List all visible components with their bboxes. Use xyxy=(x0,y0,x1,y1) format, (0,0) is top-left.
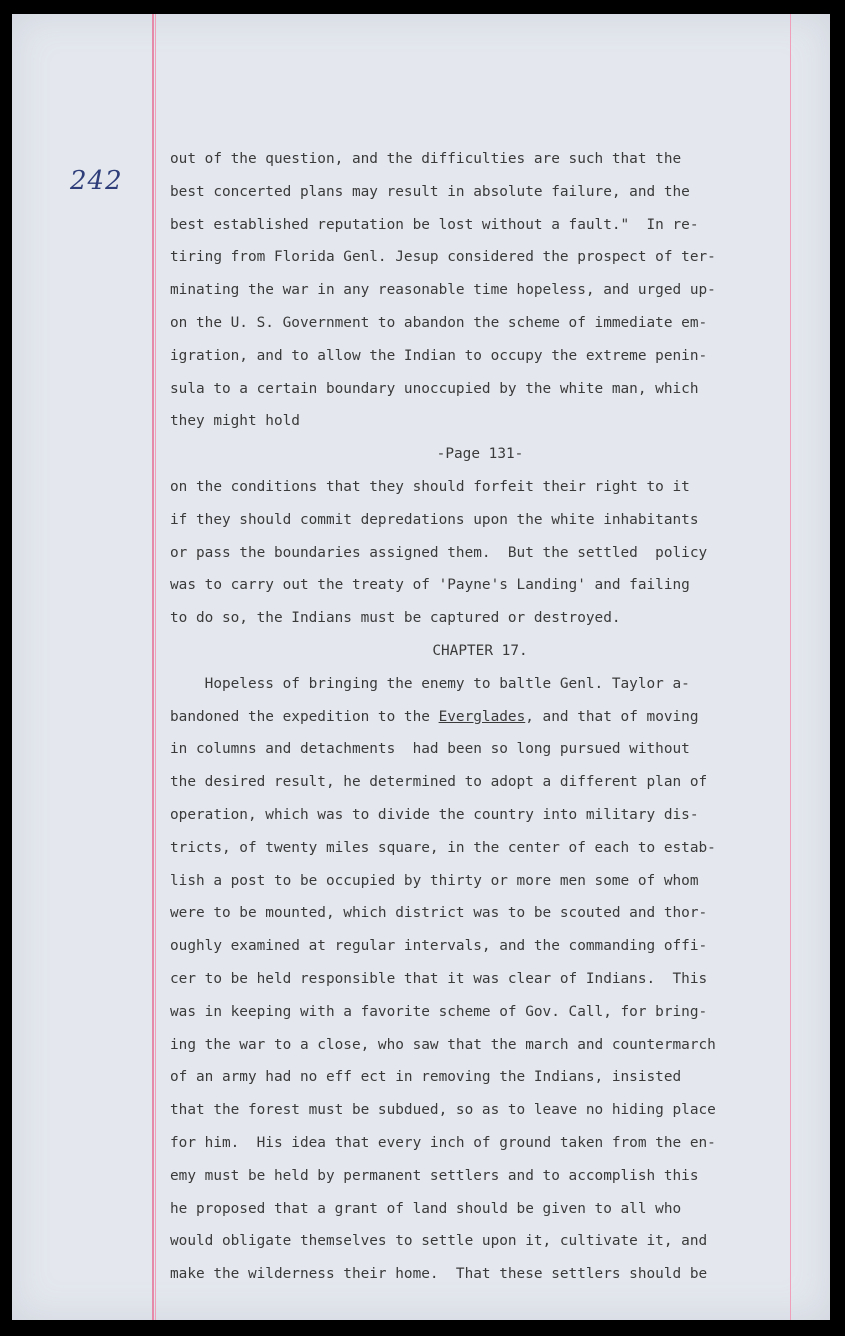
text-line: that the forest must be subdued, so as to leave no hiding place xyxy=(170,1102,716,1119)
page-marker: -Page 131- xyxy=(436,446,524,463)
handwritten-page-number: 242 xyxy=(70,166,123,196)
underlined-word: Everglades xyxy=(438,708,526,725)
text-line: in columns and detachments had been so long pursued without xyxy=(170,741,690,758)
text-line: on the conditions that they should forfeit their right to it xyxy=(170,478,690,495)
chapter-heading: CHAPTER 17. xyxy=(432,642,528,659)
text-line: out of the question, and the difficulties are such that the xyxy=(170,151,682,167)
typed-text-body xyxy=(170,143,810,1291)
text-line: would obligate themselves to settle upon it, cultivate it, and xyxy=(170,1233,708,1250)
text-line: was to carry out the treaty of 'Payne's Landing' and failing xyxy=(170,577,690,594)
left-margin-rule-secondary xyxy=(155,14,156,1320)
text-line: best established reputation be lost without a fault." In re- xyxy=(170,216,699,233)
left-margin-rule xyxy=(152,14,154,1320)
text-line: was in keeping with a favorite scheme of Gov. Call, for bring- xyxy=(170,1003,708,1020)
text-segment: , and that of moving xyxy=(525,708,699,725)
text-line: were to be mounted, which district was to be scouted and thor- xyxy=(170,905,708,922)
text-line: tiring from Florida Genl. Jesup considered the prospect of ter- xyxy=(170,249,716,266)
text-line: igration, and to allow the Indian to occupy the extreme penin- xyxy=(170,347,708,364)
text-line: to do so, the Indians must be captured or destroyed. xyxy=(170,610,621,627)
text-line: Hopeless of bringing the enemy to baltle Genl. Taylor a- xyxy=(170,675,690,692)
text-line: if they should commit depredations upon the white inhabitants xyxy=(170,511,699,528)
text-line: operation, which was to divide the country into military dis- xyxy=(170,806,699,823)
text-line: make the wilderness their home. That these settlers should be xyxy=(170,1266,708,1283)
text-line: on the U. S. Government to abandon the scheme of immediate em- xyxy=(170,314,708,331)
text-line: oughly examined at regular intervals, and the commanding offi- xyxy=(170,938,708,955)
text-line: the desired result, he determined to adopt a different plan of xyxy=(170,774,708,791)
text-line: or pass the boundaries assigned them. But the settled policy xyxy=(170,544,708,561)
text-line: he proposed that a grant of land should be given to all who xyxy=(170,1200,682,1217)
text-line: of an army had no eff ect in removing the Indians, insisted xyxy=(170,1069,682,1086)
text-line: cer to be held responsible that it was clear of Indians. This xyxy=(170,970,708,987)
text-segment: bandoned the expedition to the xyxy=(170,708,439,725)
text-line: lish a post to be occupied by thirty or more men some of whom xyxy=(170,872,699,889)
text-line: minating the war in any reasonable time hopeless, and urged up- xyxy=(170,282,716,299)
text-line: emy must be held by permanent settlers and to accomplish this xyxy=(170,1167,699,1184)
text-line: sula to a certain boundary unoccupied by the white man, which xyxy=(170,380,699,397)
text-line: they might hold xyxy=(170,413,300,430)
text-line xyxy=(170,701,810,734)
text-line: tricts, of twenty miles square, in the center of each to estab- xyxy=(170,839,716,856)
text-line: ing the war to a close, who saw that the march and countermarch xyxy=(170,1036,716,1053)
text-line: best concerted plans may result in absolute failure, and the xyxy=(170,183,690,200)
text-line: for him. His idea that every inch of ground taken from the en- xyxy=(170,1134,716,1151)
